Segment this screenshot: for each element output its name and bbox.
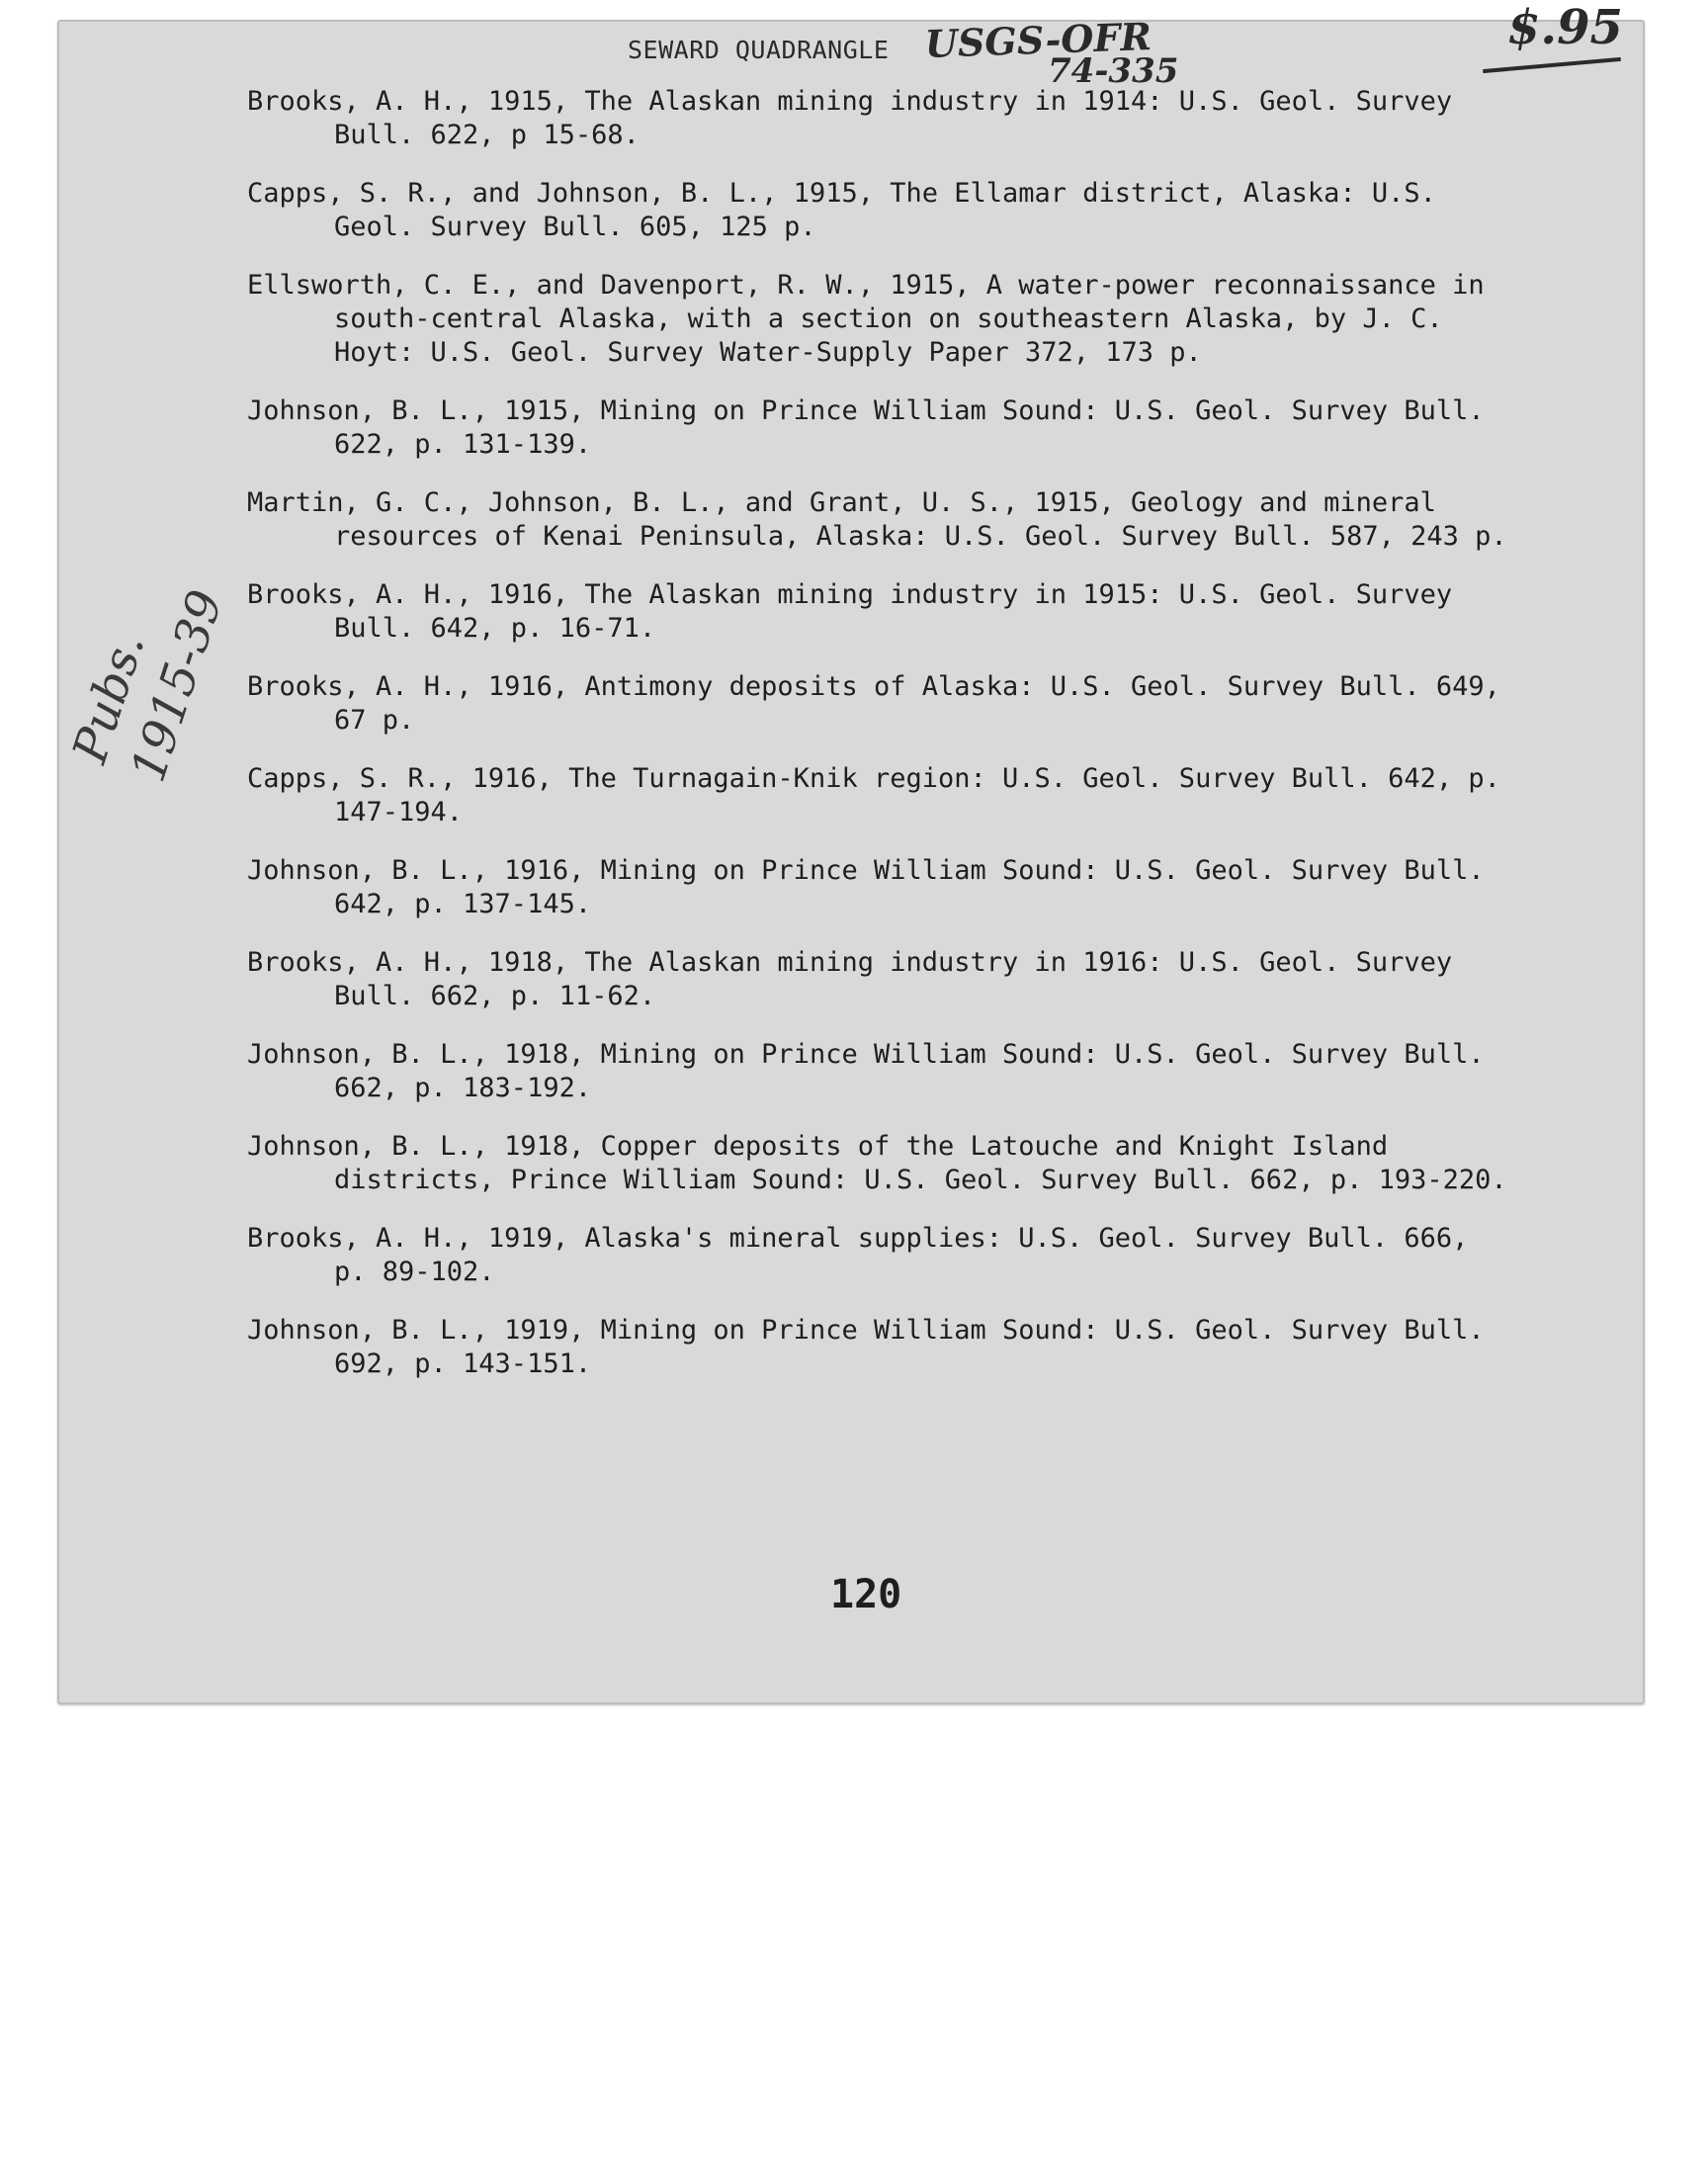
reference-list: [247, 85, 1512, 1406]
reference-entry: Brooks, A. H., 1916, Antimony deposits of Alaska: U.S. Geol. Survey Bull. 649, 67 p.: [247, 671, 1500, 736]
reference-entry: Johnson, B. L., 1918, Copper deposits of the Latouche and Knight Island districts, Prince William Sound: U.S. Geol. Survey Bull. 662, p. 193-220.: [247, 1131, 1507, 1195]
reference-entry: Martin, G. C., Johnson, B. L., and Grant, U. S., 1915, Geology and mineral resources of Kenai Peninsula, Alaska: U.S. Geol. Survey Bull. 587, 243 p.: [247, 487, 1507, 552]
reference-entry: Johnson, B. L., 1915, Mining on Prince William Sound: U.S. Geol. Survey Bull. 622, p. 131-139.: [247, 395, 1485, 460]
reference-entry: Brooks, A. H., 1915, The Alaskan mining industry in 1914: U.S. Geol. Survey Bull. 622, p 15-68.: [247, 86, 1453, 150]
reference-entry: Johnson, B. L., 1918, Mining on Prince William Sound: U.S. Geol. Survey Bull. 662, p. 183-192.: [247, 1039, 1485, 1103]
handwritten-report-number: 74-335: [1048, 51, 1179, 91]
reference-entry: Brooks, A. H., 1916, The Alaskan mining industry in 1915: U.S. Geol. Survey Bull. 642, p. 16-71.: [247, 579, 1453, 644]
reference-entry: Ellsworth, C. E., and Davenport, R. W., 1915, A water-power reconnaissance in south-central Alaska, with a section on southeastern Alaska, by J. C. Hoyt: U.S. Geol. Survey Water-Supply Paper 372, 173 p.: [247, 270, 1485, 368]
handwritten-report-id: USGS-OFR: [924, 13, 1153, 66]
reference-entry: Brooks, A. H., 1918, The Alaskan mining industry in 1916: U.S. Geol. Survey Bull. 662, p. 11-62.: [247, 947, 1453, 1011]
handwritten-margin-note: Pubs. 1915-39: [61, 583, 234, 789]
reference-entry: Johnson, B. L., 1916, Mining on Prince William Sound: U.S. Geol. Survey Bull. 642, p. 137-145.: [247, 855, 1485, 919]
reference-entry: Johnson, B. L., 1919, Mining on Prince William Sound: U.S. Geol. Survey Bull. 692, p. 143-151.: [247, 1315, 1485, 1379]
handwritten-price: $.95: [1507, 0, 1623, 55]
page-title: SEWARD QUADRANGLE: [628, 36, 890, 64]
reference-entry: Brooks, A. H., 1919, Alaska's mineral supplies: U.S. Geol. Survey Bull. 666, p. 89-102.: [247, 1223, 1469, 1287]
page-number: 120: [830, 1572, 902, 1617]
reference-entry: Capps, S. R., 1916, The Turnagain-Knik region: U.S. Geol. Survey Bull. 642, p. 147-194.: [247, 763, 1500, 827]
reference-entry: Capps, S. R., and Johnson, B. L., 1915, The Ellamar district, Alaska: U.S. Geol. Survey Bull. 605, 125 p.: [247, 178, 1436, 242]
